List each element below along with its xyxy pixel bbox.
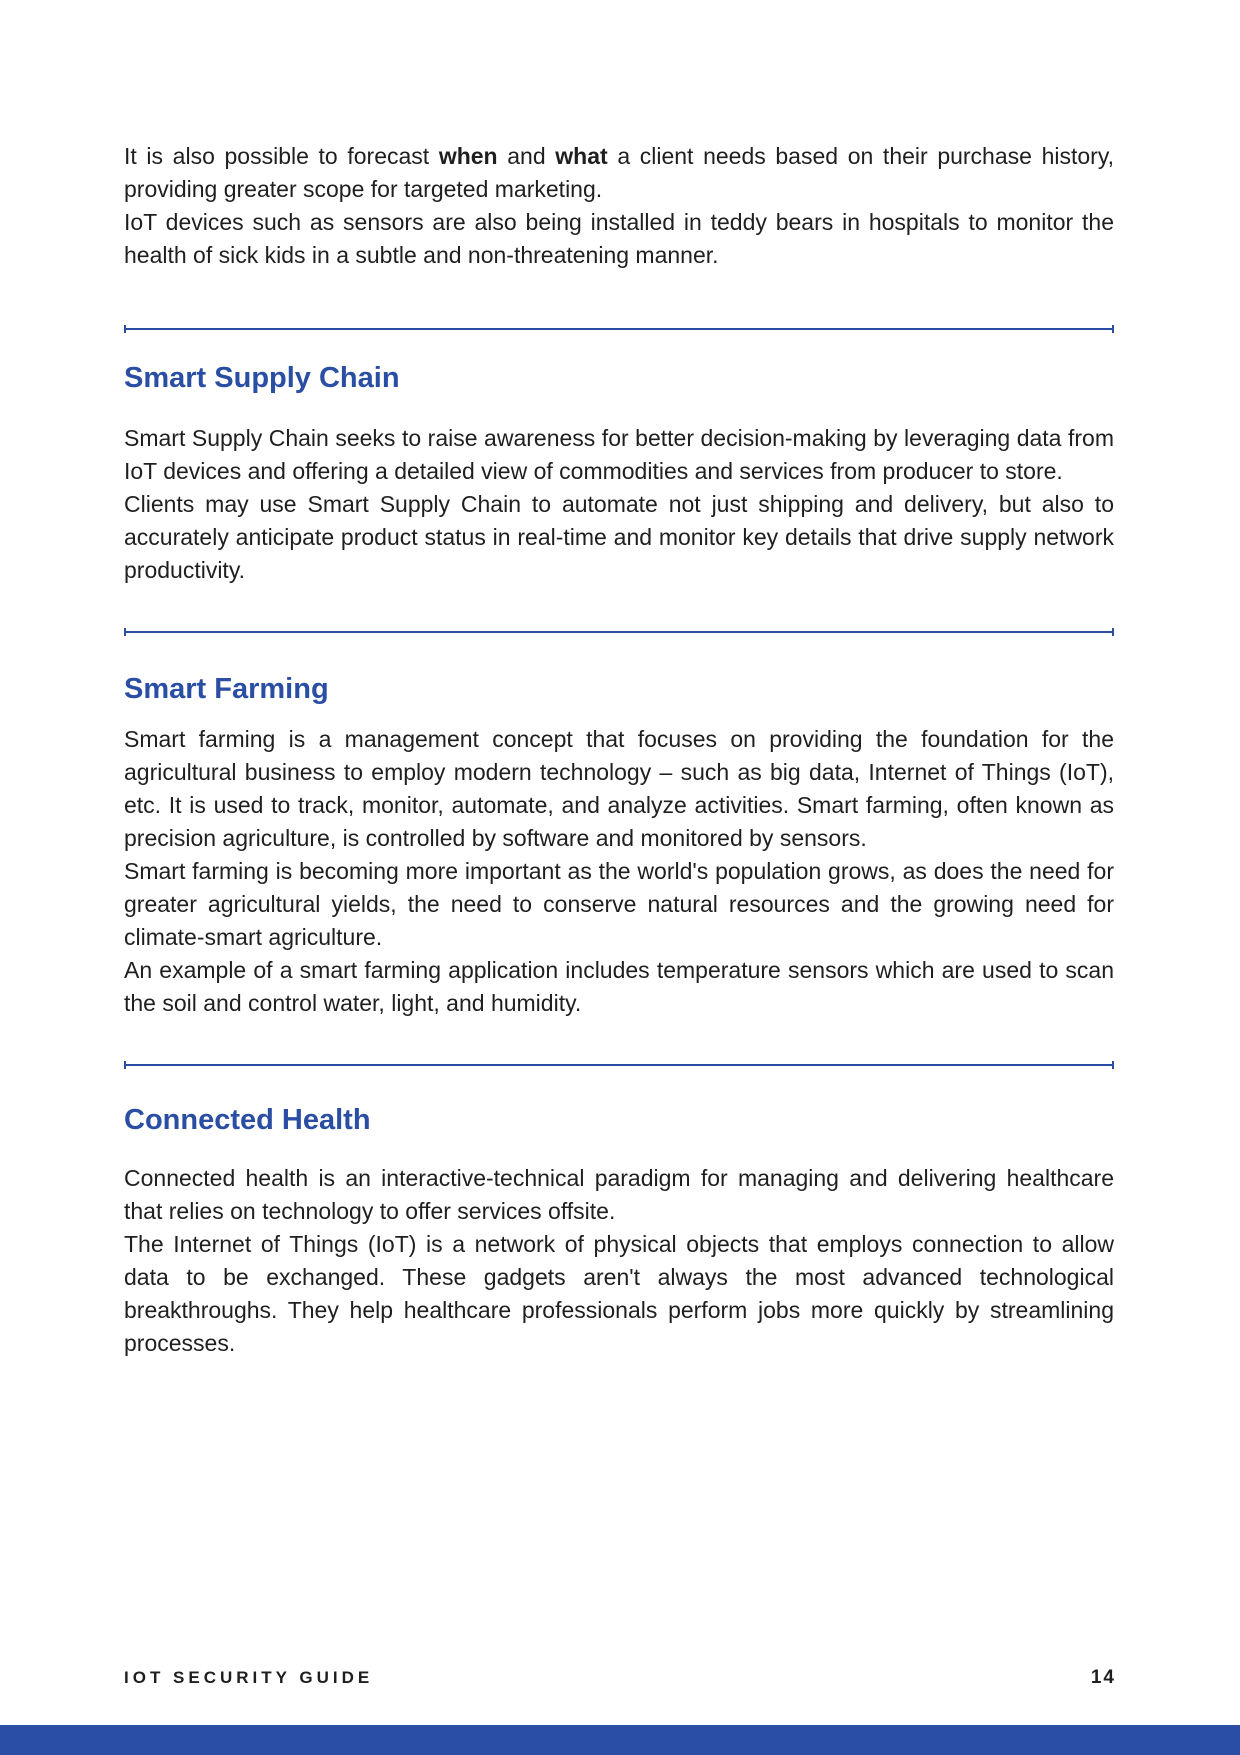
emphasis-when: when	[438, 143, 498, 169]
section-divider	[124, 1064, 1114, 1066]
supply-chain-paragraph-2: Clients may use Smart Supply Chain to automate not just shipping and delivery, but also to accurately anticipate product status in real-time and monitor key details that drive supply network productivity.	[124, 491, 1114, 583]
supply-chain-section	[124, 360, 1114, 587]
emphasis-what: what	[555, 143, 608, 169]
intro-text-and: and	[497, 143, 556, 169]
section-divider	[124, 328, 1114, 330]
farming-section	[124, 671, 1114, 1020]
footer-document-title: IOT SECURITY GUIDE	[124, 1668, 374, 1687]
intro-text-start: It is also possible to forecast	[124, 143, 439, 169]
intro-section	[124, 140, 1114, 272]
farming-paragraph-1: Smart farming is a management concept that focuses on providing the foundation for the agricultural business to employ modern technology – such as big data, Internet of Things (IoT), etc. It is used to track, monitor, automate, and analyze activities. Smart farming, often known as precision agriculture, is controlled by software and monitored by sensors.	[124, 726, 1114, 851]
health-paragraph-2: The Internet of Things (IoT) is a network of physical objects that employs connection to allow data to be exchanged. These gadgets aren't always the most advanced technological breakthroughs. They help healthcare professionals perform jobs more quickly by streamlining processes.	[124, 1231, 1114, 1356]
connected-health-section	[124, 1102, 1114, 1360]
intro-paragraph-1	[124, 140, 1114, 206]
section-title: Connected Health	[124, 1104, 371, 1136]
page-content	[124, 140, 1114, 1360]
farming-paragraph-2: Smart farming is becoming more important as the world's population grows, as does the need for greater agricultural yields, the need to conserve natural resources and the growing need for climate-smart agriculture.	[124, 858, 1114, 950]
intro-text-end: a client needs based on their purchase history, providing greater scope for targeted marketing.	[124, 143, 1114, 202]
footer-accent-bar	[0, 1725, 1240, 1755]
section-title: Smart Supply Chain	[124, 362, 400, 394]
farming-paragraph-3: An example of a smart farming application includes temperature sensors which are used to scan the soil and control water, light, and humidity.	[124, 957, 1114, 1016]
intro-paragraph-2: IoT devices such as sensors are also being installed in teddy bears in hospitals to monitor the health of sick kids in a subtle and non-threatening manner.	[124, 209, 1114, 268]
section-title: Smart Farming	[124, 673, 329, 705]
health-paragraph-1: Connected health is an interactive-technical paradigm for managing and delivering healthcare that relies on technology to offer services offsite.	[124, 1165, 1114, 1224]
page-number: 14	[1090, 1667, 1116, 1688]
supply-chain-paragraph-1: Smart Supply Chain seeks to raise awareness for better decision-making by leveraging data from IoT devices and offering a detailed view of commodities and services from producer to store.	[124, 425, 1114, 484]
section-divider	[124, 631, 1114, 633]
